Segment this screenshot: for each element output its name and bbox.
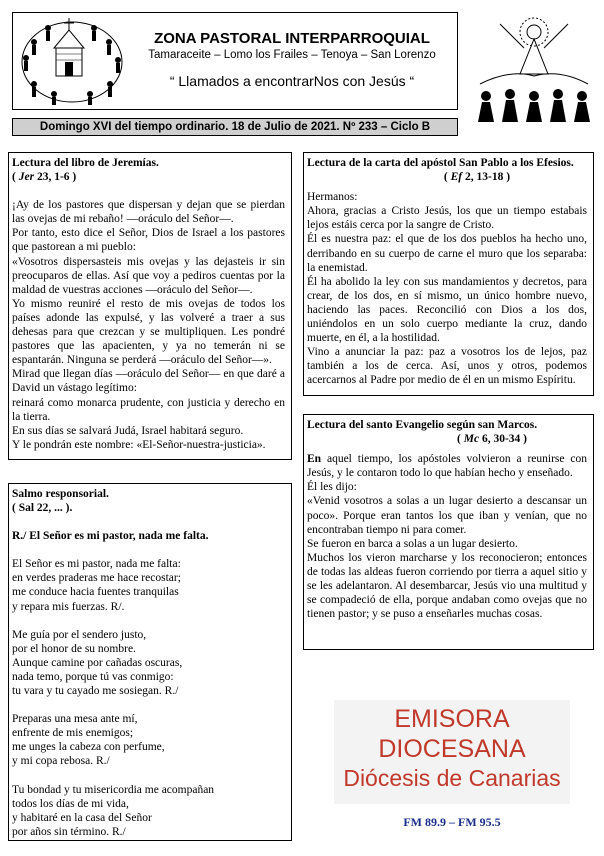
gospel-title: Lectura del santo Evangelio según san Marcos. — [307, 419, 538, 431]
gospel-paragraph: Se fueron en barca a solas a un lugar desierto. — [307, 537, 518, 550]
psalm-line: El Señor es mi pastor, nada me falta: — [12, 558, 181, 571]
psalm-line: en verdes praderas me hace recostar; — [12, 572, 181, 585]
psalm-line: tu vara y tu cayado me sosiegan. R./ — [12, 685, 179, 698]
gospel-paragraph: Muchos los vieron marcharse y los reconocieron; entonces de todas las aldeas fueron corriendo por tierra a aquel sitio y se les adelantaron. Al desembarcar, Jesús vio una multitud y se compadeció de ella, porque andaban como ovejas que no tienen pastor; y se puso a enseñarles muchas cosas. — [307, 551, 587, 621]
reading1-paragraph: Yo mismo reuniré el resto de mis ovejas de todos los países adonde las expulsé, y las volveré a traer a sus dehesas para que crezcan y se multipliquen. Les pondré pastores que las apacienten, y ya no temerán ni se espantarán. Ninguna se perderá —oráculo del Señor—». — [12, 297, 285, 367]
psalm-line: me unges la cabeza con perfume, — [12, 741, 165, 754]
psalm-line: y mi copa rebosa. R./ — [12, 755, 110, 768]
motto: “ Llamados a encontrarNos con Jesús “ — [169, 73, 415, 89]
reading2-title: Lectura de la carta del apóstol San Pablo a los Efesios. — [307, 157, 574, 169]
reading1-paragraph: Y le pondrán este nombre: «El-Señor-nuestra-justicia». — [12, 438, 266, 451]
reading1-paragraph: «Vosotros dispersasteis mis ovejas y las dejasteis ir sin preocuparos de ellas. Así que voy a pediros cuentas por la maldad de vuestras acciones —oráculo del Señor—. — [12, 255, 285, 296]
gospel-ref: ( Mc 6, 30-34 ) — [457, 433, 527, 446]
reading2-paragraph: Él es nuestra paz: el que de los dos pueblos ha hecho uno, derribando en su cuerpo de carne el muro que los separaba: la enemistad. — [307, 233, 587, 274]
reading2-paragraph: Hermanos: — [307, 191, 358, 204]
psalm-ref: ( Sal 22, ... ). — [12, 502, 73, 515]
reading1-paragraph: En sus días se salvará Judá, Israel habitará seguro. — [12, 424, 244, 437]
radio-frequencies: FM 89.9 – FM 95.5 — [403, 815, 501, 829]
date-bar: Domingo XVI del tiempo ordinario. 18 de Julio de 2021. Nº 233 – Ciclo B — [12, 118, 458, 136]
radio-line1: EMISORA — [394, 705, 510, 733]
psalm-line: nada temo, porque tú vas conmigo: — [12, 670, 174, 683]
gospel-paragraph: «Venid vosotros a solas a un lugar desierto a descansar un poco». Porque eran tantos los que iban y venían, que no encontraban tiempo ni para comer. — [307, 495, 587, 536]
psalm-box — [8, 483, 292, 841]
gospel-box — [303, 414, 594, 650]
reading2-paragraph: Vino a anunciar la paz: paz a vosotros los de lejos, paz también a los de cerca. Así, unos y otros, podemos acercarnos al Padre por medio de él en un mismo Espíritu. — [307, 346, 587, 387]
reading2-paragraph: Él ha abolido la ley con sus mandamientos y decretos, para crear, de los dos, en sí mismo, un único hombre nuevo, haciendo las paces. Reconcilió con Dios a los dos, uniéndolos en un solo cuerpo mediante la cruz, dando muerte, en él, a la hostilidad. — [307, 275, 587, 345]
radio-station-banner — [334, 700, 570, 804]
radio-line2: DIOCESANA — [378, 735, 526, 763]
reading1-box — [8, 152, 292, 460]
reading1-paragraph: reinará como monarca prudente, con justicia y derecho en la tierra. — [12, 396, 285, 423]
psalm-line: y habitaré en la casa del Señor — [12, 811, 152, 824]
gospel-first-word: En — [307, 453, 322, 466]
psalm-line: todos los días de mi vida, — [12, 797, 129, 810]
psalm-line: por el honor de su nombre. — [12, 642, 136, 655]
psalm-line: Tu bondad y tu misericordia me acompañan — [12, 783, 215, 796]
psalm-line: Me guía por el sendero justo, — [12, 628, 147, 641]
psalm-line: me conduce hacia fuentes tranquilas — [12, 586, 179, 599]
reading1-title: Lectura del libro de Jeremías. — [12, 157, 159, 169]
psalm-line: por años sin término. R./ — [12, 825, 126, 838]
reading1-paragraph: Mirad que llegan días —oráculo del Señor— en que daré a David un vástago legítimo: — [12, 368, 285, 395]
reading1-paragraph: Por tanto, esto dice el Señor, Dios de Israel a los pastores que pastorean a mi pueblo: — [12, 227, 285, 254]
church-people-circle-logo-icon — [14, 14, 132, 106]
psalm-line: y repara mis fuerzas. R/. — [12, 600, 125, 613]
reading2-paragraph: Ahora, gracias a Cristo Jesús, los que un tiempo estabais lejos estáis cerca por la sangre de Cristo. — [307, 205, 587, 232]
zone-title: ZONA PASTORAL INTERPARROQUIAL — [154, 30, 430, 47]
psalm-response: R./ El Señor es mi pastor, nada me falta. — [12, 530, 209, 543]
reading2-box — [303, 152, 594, 396]
parishes-list: Tamaraceite – Lomo los Frailes – Tenoya – San Lorenzo — [148, 49, 436, 61]
risen-jesus-illustration-icon — [470, 14, 598, 124]
reading1-paragraph: ¡Ay de los pastores que dispersan y dejan que se pierdan las ovejas de mi rebaño! —oráculo del Señor—. — [12, 199, 285, 226]
reading1-ref: ( Jer 23, 1-6 ) — [12, 171, 77, 184]
gospel-paragraph: En aquel tiempo, los apóstoles volvieron a reunirse con Jesús, y le contaron todo lo que habían hecho y enseñado. — [307, 453, 587, 480]
psalm-line: Aunque camine por cañadas oscuras, — [12, 656, 183, 669]
psalm-line: enfrente de mis enemigos; — [12, 727, 134, 740]
psalm-line: Preparas una mesa ante mí, — [12, 713, 138, 726]
reading2-ref: ( Ef 2, 13-18 ) — [443, 171, 511, 184]
gospel-paragraph: Él les dijo: — [307, 481, 357, 494]
psalm-title: Salmo responsorial. — [12, 488, 109, 500]
radio-line3: Diócesis de Canarias — [343, 765, 561, 791]
